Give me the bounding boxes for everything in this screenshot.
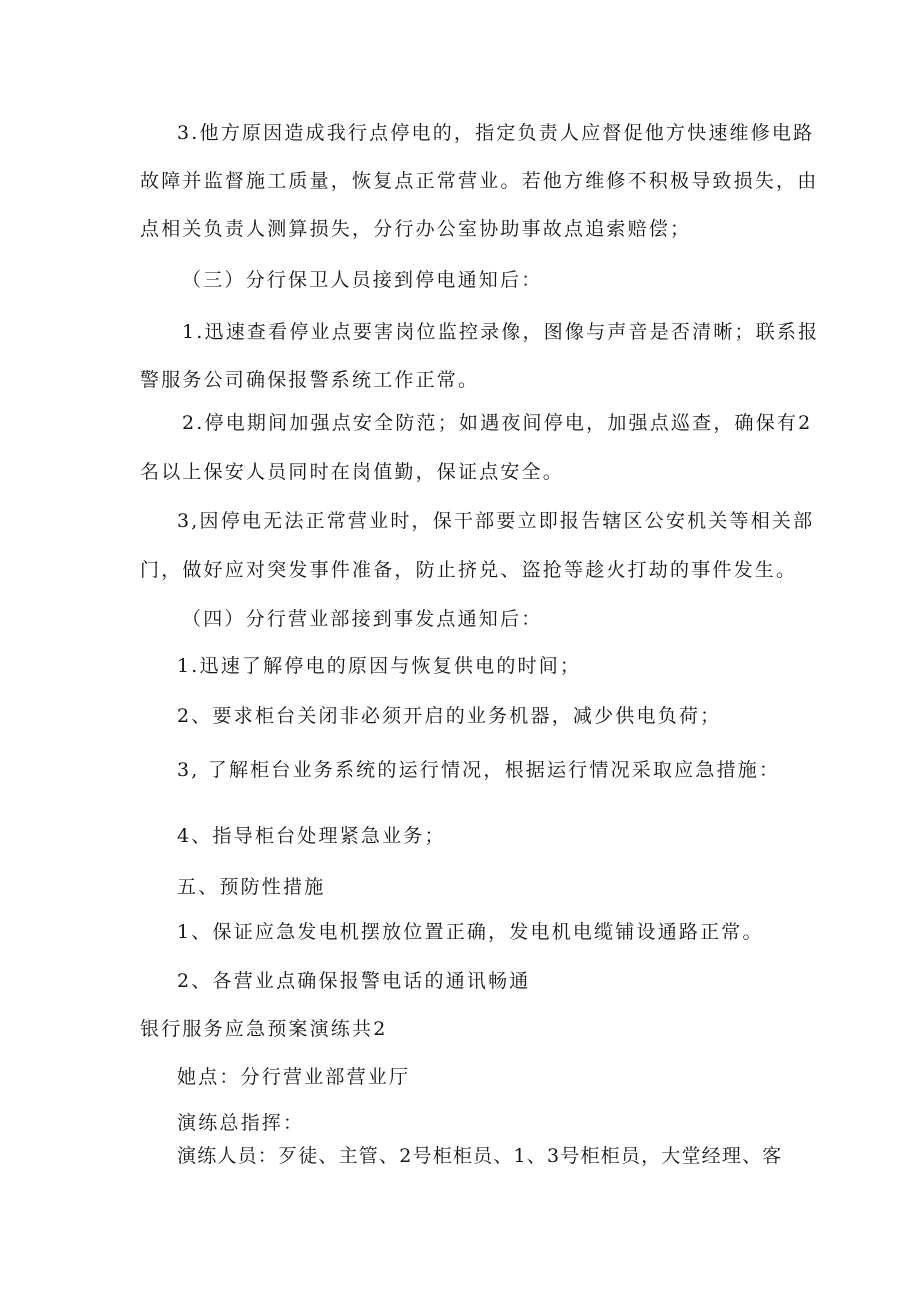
- paragraph-line-1: 3.他方原因造成我行点停电的，指定负责人应督促他方快速维修电路: [177, 122, 815, 144]
- section-heading-five: 五、预防性措施: [177, 876, 326, 898]
- paragraph-line-8: 3,因停电无法正常营业时，保干部要立即报告辖区公安机关等相关部: [177, 510, 815, 532]
- drill-participants: 演练人员：歹徒、主管、2号柜柜员、1、3号柜柜员，大堂经理、客: [177, 1145, 783, 1167]
- prevention-item-1: 1、保证应急发电机摆放位置正确，发电机电缆铺设通路正常。: [177, 921, 764, 943]
- drill-commander: 演练总指挥：: [177, 1112, 305, 1134]
- paragraph-line-9: 门，做好应对突发事件准备，防止挤兑、盗抢等趁火打劫的事件发生。: [140, 559, 798, 581]
- paragraph-line-4: 1.迅速查看停业点要害岗位监控录像，图像与声音是否清晰；联系报: [182, 321, 820, 343]
- paragraph-line-3: 点相关负责人测算损失，分行办公室协助事故点追索赔偿；: [140, 218, 692, 240]
- section-heading-three: （三）分行保卫人员接到停电通知后：: [182, 269, 543, 291]
- prevention-item-2: 2、各营业点确保报警电话的通讯畅通: [177, 970, 531, 992]
- paragraph-line-5: 警服务公司确保报警系统工作正常。: [140, 369, 480, 391]
- paragraph-line-6: 2.停电期间加强点安全防范；如遇夜间停电，加强点巡查，确保有2: [182, 412, 813, 434]
- section-heading-four: （四）分行营业部接到事发点通知后：: [182, 608, 543, 630]
- paragraph-line-7: 名以上保安人员同时在岗值勤，保证点安全。: [140, 461, 565, 483]
- list-item-4: 4、指导柜台处理紧急业务；: [177, 825, 446, 847]
- document-title-2: 银行服务应急预案演练共2: [140, 1018, 388, 1040]
- drill-location: 她点：分行营业部营业厅: [177, 1066, 411, 1088]
- list-item-1: 1.迅速了解停电的原因与恢复供电的时间；: [177, 655, 582, 677]
- list-item-3: 3, 了解柜台业务系统的运行情况，根据运行情况采取应急措施：: [177, 759, 781, 781]
- paragraph-line-2: 故障并监督施工质量，恢复点正常营业。若他方维修不积极导致损失，由: [140, 170, 819, 192]
- list-item-2: 2、要求柜台关闭非必须开启的业务机器，减少供电负荷；: [177, 705, 722, 727]
